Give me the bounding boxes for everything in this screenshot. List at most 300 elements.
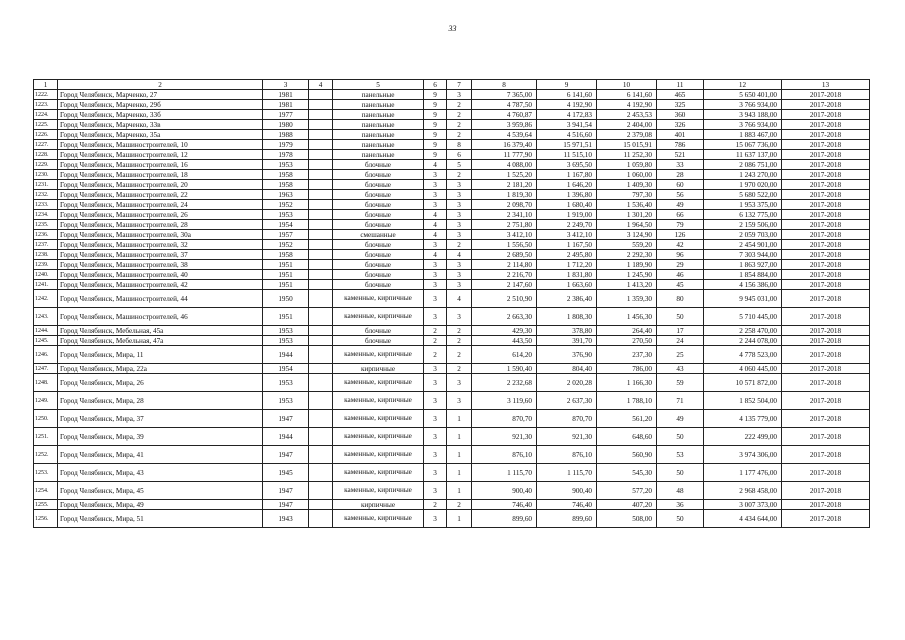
col-4-cell (309, 220, 333, 230)
cost-cell: 3 007 373,00 (704, 500, 782, 510)
residential-area-cell: 378,80 (537, 326, 597, 336)
period-cell: 2017-2018 (782, 200, 870, 210)
entrances-cell: 2 (447, 326, 472, 336)
entrances-cell: 1 (447, 446, 472, 464)
wall-material-cell: блочные (333, 170, 424, 180)
residents-cell: 33 (657, 160, 704, 170)
year-cell: 1981 (263, 100, 309, 110)
residential-area-cell: 1 167,80 (537, 170, 597, 180)
cost-cell: 4 434 644,00 (704, 510, 782, 528)
col-4-cell (309, 140, 333, 150)
entrances-cell: 2 (447, 170, 472, 180)
floors-cell: 3 (424, 180, 447, 190)
cost-cell: 1 970 020,00 (704, 180, 782, 190)
year-cell: 1953 (263, 374, 309, 392)
table-row (34, 446, 870, 464)
living-area-cell: 1 060,00 (597, 170, 657, 180)
col-4-cell (309, 392, 333, 410)
year-cell: 1963 (263, 190, 309, 200)
row-number-cell: 1251. (34, 428, 58, 446)
living-area-cell: 2 292,30 (597, 250, 657, 260)
table-row (34, 100, 870, 110)
col-4-cell (309, 190, 333, 200)
col-4-cell (309, 270, 333, 280)
entrances-cell: 2 (447, 110, 472, 120)
floors-cell: 3 (424, 482, 447, 500)
col-4-cell (309, 482, 333, 500)
address-cell: Город Челябинск, Машиностроителей, 20 (58, 180, 263, 190)
col-4-cell (309, 130, 333, 140)
total-area-cell: 899,60 (472, 510, 537, 528)
wall-material-cell: блочные (333, 280, 424, 290)
cost-cell: 4 156 386,00 (704, 280, 782, 290)
table-row (34, 170, 870, 180)
year-cell: 1981 (263, 90, 309, 100)
cost-cell: 1 854 884,00 (704, 270, 782, 280)
column-header: 10 (597, 80, 657, 90)
floors-cell: 3 (424, 410, 447, 428)
year-cell: 1951 (263, 308, 309, 326)
period-cell: 2017-2018 (782, 230, 870, 240)
cost-cell: 2 968 458,00 (704, 482, 782, 500)
floors-cell: 3 (424, 374, 447, 392)
col-4-cell (309, 336, 333, 346)
year-cell: 1957 (263, 230, 309, 240)
cost-cell: 3 943 188,00 (704, 110, 782, 120)
total-area-cell: 3 119,60 (472, 392, 537, 410)
wall-material-cell: блочные (333, 260, 424, 270)
row-number-cell: 1227. (34, 140, 58, 150)
residents-cell: 325 (657, 100, 704, 110)
col-4-cell (309, 200, 333, 210)
year-cell: 1958 (263, 180, 309, 190)
residents-cell: 521 (657, 150, 704, 160)
residents-cell: 80 (657, 290, 704, 308)
year-cell: 1978 (263, 150, 309, 160)
floors-cell: 4 (424, 210, 447, 220)
row-number-cell: 1230. (34, 170, 58, 180)
column-header: 6 (424, 80, 447, 90)
col-4-cell (309, 510, 333, 528)
living-area-cell: 1 964,50 (597, 220, 657, 230)
total-area-cell: 2 510,90 (472, 290, 537, 308)
cost-cell: 2 086 751,00 (704, 160, 782, 170)
living-area-cell: 1 301,20 (597, 210, 657, 220)
wall-material-cell: блочные (333, 160, 424, 170)
living-area-cell: 1 189,90 (597, 260, 657, 270)
row-number-cell: 1234. (34, 210, 58, 220)
living-area-cell: 270,50 (597, 336, 657, 346)
residential-area-cell: 2 020,28 (537, 374, 597, 392)
wall-material-cell: каменные, кирпичные (333, 308, 424, 326)
period-cell: 2017-2018 (782, 482, 870, 500)
address-cell: Город Челябинск, Машиностроителей, 38 (58, 260, 263, 270)
year-cell: 1953 (263, 392, 309, 410)
period-cell: 2017-2018 (782, 140, 870, 150)
wall-material-cell: каменные, кирпичные (333, 482, 424, 500)
residents-cell: 79 (657, 220, 704, 230)
total-area-cell: 4 539,64 (472, 130, 537, 140)
table-row (34, 180, 870, 190)
cost-cell: 222 499,00 (704, 428, 782, 446)
residents-cell: 50 (657, 510, 704, 528)
period-cell: 2017-2018 (782, 180, 870, 190)
residential-area-cell: 1 167,50 (537, 240, 597, 250)
address-cell: Город Челябинск, Машиностроителей, 12 (58, 150, 263, 160)
year-cell: 1952 (263, 200, 309, 210)
wall-material-cell: каменные, кирпичные (333, 428, 424, 446)
floors-cell: 3 (424, 190, 447, 200)
floors-cell: 3 (424, 428, 447, 446)
period-cell: 2017-2018 (782, 336, 870, 346)
period-cell: 2017-2018 (782, 510, 870, 528)
total-area-cell: 614,20 (472, 346, 537, 364)
floors-cell: 3 (424, 308, 447, 326)
residents-cell: 49 (657, 410, 704, 428)
living-area-cell: 3 124,90 (597, 230, 657, 240)
period-cell: 2017-2018 (782, 326, 870, 336)
total-area-cell: 3 959,86 (472, 120, 537, 130)
address-cell: Город Челябинск, Машиностроителей, 10 (58, 140, 263, 150)
period-cell: 2017-2018 (782, 160, 870, 170)
floors-cell: 3 (424, 364, 447, 374)
living-area-cell: 1 166,30 (597, 374, 657, 392)
address-cell: Город Челябинск, Мира, 22а (58, 364, 263, 374)
row-number-cell: 1245. (34, 336, 58, 346)
residential-area-cell: 1 919,00 (537, 210, 597, 220)
year-cell: 1951 (263, 260, 309, 270)
table-row (34, 110, 870, 120)
row-number-cell: 1229. (34, 160, 58, 170)
table-row (34, 410, 870, 428)
cost-cell: 5 650 401,00 (704, 90, 782, 100)
col-4-cell (309, 364, 333, 374)
address-cell: Город Челябинск, Машиностроителей, 42 (58, 280, 263, 290)
table-row (34, 364, 870, 374)
table-row (34, 190, 870, 200)
residential-area-cell: 391,70 (537, 336, 597, 346)
residential-area-cell: 3 941,54 (537, 120, 597, 130)
column-header: 8 (472, 80, 537, 90)
year-cell: 1953 (263, 336, 309, 346)
residential-area-cell: 2 249,70 (537, 220, 597, 230)
table-row (34, 260, 870, 270)
wall-material-cell: блочные (333, 336, 424, 346)
residents-cell: 53 (657, 446, 704, 464)
entrances-cell: 2 (447, 120, 472, 130)
residents-cell: 50 (657, 464, 704, 482)
table-row (34, 220, 870, 230)
table-row (34, 500, 870, 510)
floors-cell: 3 (424, 170, 447, 180)
period-cell: 2017-2018 (782, 346, 870, 364)
address-cell: Город Челябинск, Машиностроителей, 44 (58, 290, 263, 308)
address-cell: Город Челябинск, Марченко, 29б (58, 100, 263, 110)
table-row (34, 428, 870, 446)
residents-cell: 59 (657, 374, 704, 392)
residents-cell: 360 (657, 110, 704, 120)
table-row (34, 308, 870, 326)
residential-area-cell: 900,40 (537, 482, 597, 500)
period-cell: 2017-2018 (782, 280, 870, 290)
residential-area-cell: 1 831,80 (537, 270, 597, 280)
table-row (34, 130, 870, 140)
cost-cell: 2 159 506,00 (704, 220, 782, 230)
col-4-cell (309, 150, 333, 160)
total-area-cell: 1 556,50 (472, 240, 537, 250)
cost-cell: 3 766 934,00 (704, 120, 782, 130)
year-cell: 1944 (263, 346, 309, 364)
wall-material-cell: кирпичные (333, 364, 424, 374)
residents-cell: 46 (657, 270, 704, 280)
column-header: 9 (537, 80, 597, 90)
floors-cell: 4 (424, 250, 447, 260)
cost-cell: 4 135 779,00 (704, 410, 782, 428)
cost-cell: 2 258 470,00 (704, 326, 782, 336)
entrances-cell: 3 (447, 270, 472, 280)
floors-cell: 3 (424, 446, 447, 464)
wall-material-cell: панельные (333, 150, 424, 160)
address-cell: Город Челябинск, Мира, 45 (58, 482, 263, 500)
residents-cell: 43 (657, 364, 704, 374)
col-4-cell (309, 346, 333, 364)
col-4-cell (309, 428, 333, 446)
row-number-cell: 1237. (34, 240, 58, 250)
entrances-cell: 1 (447, 410, 472, 428)
row-number-cell: 1223. (34, 100, 58, 110)
entrances-cell: 3 (447, 260, 472, 270)
residential-area-cell: 1 115,70 (537, 464, 597, 482)
row-number-cell: 1256. (34, 510, 58, 528)
address-cell: Город Челябинск, Мира, 49 (58, 500, 263, 510)
table-row (34, 230, 870, 240)
residential-area-cell: 899,60 (537, 510, 597, 528)
column-header: 4 (309, 80, 333, 90)
living-area-cell: 1 413,20 (597, 280, 657, 290)
address-cell: Город Челябинск, Машиностроителей, 22 (58, 190, 263, 200)
total-area-cell: 2 181,20 (472, 180, 537, 190)
residents-cell: 71 (657, 392, 704, 410)
year-cell: 1947 (263, 410, 309, 428)
floors-cell: 3 (424, 270, 447, 280)
year-cell: 1954 (263, 220, 309, 230)
living-area-cell: 2 453,53 (597, 110, 657, 120)
col-4-cell (309, 120, 333, 130)
entrances-cell: 6 (447, 150, 472, 160)
cost-cell: 4 778 523,00 (704, 346, 782, 364)
col-4-cell (309, 240, 333, 250)
address-cell: Город Челябинск, Мира, 26 (58, 374, 263, 392)
wall-material-cell: каменные, кирпичные (333, 290, 424, 308)
floors-cell: 9 (424, 100, 447, 110)
residents-cell: 465 (657, 90, 704, 100)
wall-material-cell: блочные (333, 250, 424, 260)
table-row (34, 280, 870, 290)
year-cell: 1947 (263, 482, 309, 500)
residents-cell: 326 (657, 120, 704, 130)
floors-cell: 4 (424, 220, 447, 230)
residential-area-cell: 921,30 (537, 428, 597, 446)
wall-material-cell: панельные (333, 110, 424, 120)
address-cell: Город Челябинск, Машиностроителей, 28 (58, 220, 263, 230)
total-area-cell: 921,30 (472, 428, 537, 446)
living-area-cell: 1 059,80 (597, 160, 657, 170)
residential-area-cell: 4 192,90 (537, 100, 597, 110)
table-row (34, 140, 870, 150)
period-cell: 2017-2018 (782, 250, 870, 260)
year-cell: 1988 (263, 130, 309, 140)
floors-cell: 3 (424, 240, 447, 250)
entrances-cell: 1 (447, 428, 472, 446)
living-area-cell: 797,30 (597, 190, 657, 200)
year-cell: 1953 (263, 326, 309, 336)
total-area-cell: 443,50 (472, 336, 537, 346)
residential-area-cell: 1 396,80 (537, 190, 597, 200)
address-cell: Город Челябинск, Марченко, 27 (58, 90, 263, 100)
row-number-cell: 1226. (34, 130, 58, 140)
wall-material-cell: каменные, кирпичные (333, 374, 424, 392)
floors-cell: 9 (424, 140, 447, 150)
entrances-cell: 4 (447, 290, 472, 308)
entrances-cell: 4 (447, 250, 472, 260)
total-area-cell: 1 525,20 (472, 170, 537, 180)
residential-area-cell: 15 971,51 (537, 140, 597, 150)
entrances-cell: 3 (447, 210, 472, 220)
entrances-cell: 3 (447, 308, 472, 326)
total-area-cell: 1 590,40 (472, 364, 537, 374)
entrances-cell: 2 (447, 336, 472, 346)
col-4-cell (309, 160, 333, 170)
period-cell: 2017-2018 (782, 150, 870, 160)
living-area-cell: 6 141,60 (597, 90, 657, 100)
row-number-cell: 1244. (34, 326, 58, 336)
row-number-cell: 1246. (34, 346, 58, 364)
period-cell: 2017-2018 (782, 170, 870, 180)
cost-cell: 2 454 901,00 (704, 240, 782, 250)
total-area-cell: 11 777,90 (472, 150, 537, 160)
cost-cell: 15 067 736,00 (704, 140, 782, 150)
address-cell: Город Челябинск, Мира, 37 (58, 410, 263, 428)
table-row (34, 150, 870, 160)
column-header: 11 (657, 80, 704, 90)
year-cell: 1951 (263, 270, 309, 280)
living-area-cell: 1 409,30 (597, 180, 657, 190)
residents-cell: 42 (657, 240, 704, 250)
address-cell: Город Челябинск, Машиностроителей, 18 (58, 170, 263, 180)
entrances-cell: 8 (447, 140, 472, 150)
floors-cell: 3 (424, 392, 447, 410)
column-header: 7 (447, 80, 472, 90)
floors-cell: 9 (424, 150, 447, 160)
year-cell: 1951 (263, 280, 309, 290)
wall-material-cell: смешанные (333, 230, 424, 240)
col-4-cell (309, 464, 333, 482)
period-cell: 2017-2018 (782, 428, 870, 446)
table-row (34, 336, 870, 346)
row-number-cell: 1252. (34, 446, 58, 464)
wall-material-cell: каменные, кирпичные (333, 392, 424, 410)
year-cell: 1958 (263, 250, 309, 260)
total-area-cell: 2 114,80 (472, 260, 537, 270)
address-cell: Город Челябинск, Марченко, 33б (58, 110, 263, 120)
cost-cell: 11 637 137,00 (704, 150, 782, 160)
year-cell: 1943 (263, 510, 309, 528)
entrances-cell: 2 (447, 100, 472, 110)
floors-cell: 9 (424, 120, 447, 130)
residential-area-cell: 746,40 (537, 500, 597, 510)
cost-cell: 1 883 467,00 (704, 130, 782, 140)
year-cell: 1953 (263, 210, 309, 220)
residential-area-cell: 2 637,30 (537, 392, 597, 410)
residential-area-cell: 11 515,10 (537, 150, 597, 160)
page-number: 33 (448, 24, 457, 33)
floors-cell: 3 (424, 260, 447, 270)
residential-area-cell: 4 516,60 (537, 130, 597, 140)
living-area-cell: 2 404,00 (597, 120, 657, 130)
year-cell: 1954 (263, 364, 309, 374)
residents-cell: 126 (657, 230, 704, 240)
cost-cell: 1 177 476,00 (704, 464, 782, 482)
address-cell: Город Челябинск, Мира, 51 (58, 510, 263, 528)
year-cell: 1945 (263, 464, 309, 482)
cost-cell: 7 303 944,00 (704, 250, 782, 260)
wall-material-cell: панельные (333, 90, 424, 100)
table-row (34, 210, 870, 220)
year-cell: 1944 (263, 428, 309, 446)
row-number-cell: 1224. (34, 110, 58, 120)
cost-cell: 6 132 775,00 (704, 210, 782, 220)
floors-cell: 2 (424, 336, 447, 346)
address-cell: Город Челябинск, Мира, 28 (58, 392, 263, 410)
wall-material-cell: каменные, кирпичные (333, 346, 424, 364)
total-area-cell: 2 751,80 (472, 220, 537, 230)
total-area-cell: 4 760,87 (472, 110, 537, 120)
residential-area-cell: 876,10 (537, 446, 597, 464)
living-area-cell: 1 788,10 (597, 392, 657, 410)
wall-material-cell: блочные (333, 210, 424, 220)
wall-material-cell: блочные (333, 200, 424, 210)
wall-material-cell: панельные (333, 120, 424, 130)
living-area-cell: 1 359,30 (597, 290, 657, 308)
floors-cell: 3 (424, 464, 447, 482)
residents-cell: 50 (657, 308, 704, 326)
row-number-cell: 1253. (34, 464, 58, 482)
address-cell: Город Челябинск, Мебельная, 45а (58, 326, 263, 336)
residential-area-cell: 1 808,30 (537, 308, 597, 326)
wall-material-cell: панельные (333, 140, 424, 150)
residents-cell: 96 (657, 250, 704, 260)
cost-cell: 3 974 306,00 (704, 446, 782, 464)
col-4-cell (309, 250, 333, 260)
wall-material-cell: блочные (333, 180, 424, 190)
living-area-cell: 2 379,08 (597, 130, 657, 140)
total-area-cell: 4 088,00 (472, 160, 537, 170)
cost-cell: 1 863 927,00 (704, 260, 782, 270)
address-cell: Город Челябинск, Машиностроителей, 24 (58, 200, 263, 210)
living-area-cell: 4 192,90 (597, 100, 657, 110)
residents-cell: 17 (657, 326, 704, 336)
column-header: 1 (34, 80, 58, 90)
cost-cell: 2 244 078,00 (704, 336, 782, 346)
period-cell: 2017-2018 (782, 270, 870, 280)
table-row (34, 200, 870, 210)
residential-area-cell: 3 412,10 (537, 230, 597, 240)
address-cell: Город Челябинск, Мира, 41 (58, 446, 263, 464)
entrances-cell: 3 (447, 280, 472, 290)
total-area-cell: 2 663,30 (472, 308, 537, 326)
row-number-cell: 1233. (34, 200, 58, 210)
row-number-cell: 1247. (34, 364, 58, 374)
